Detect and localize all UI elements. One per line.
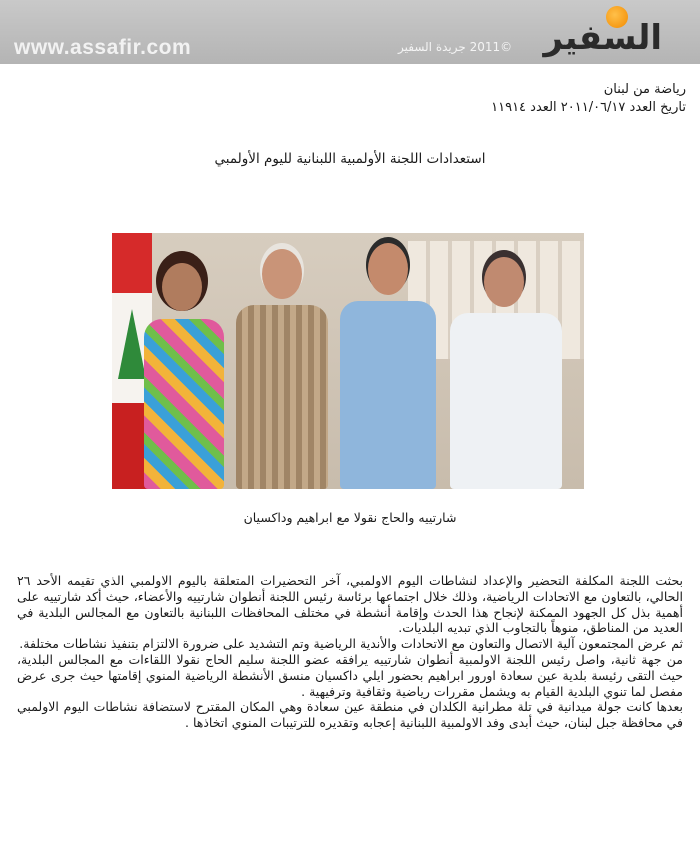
section-label: رياضة من لبنان bbox=[603, 82, 686, 97]
article-body bbox=[17, 573, 683, 731]
article-paragraph: من جهة ثانية، واصل رئيس اللجنة الاولمبية أنطوان شارتييه يرافقه عضو اللجنة سليم الحاج نقولا اللقاءات مع المجالس البلدية، حيث التقى رئيسة بلدية عين سعادة اورور ابراهيم بحضور ايلي داكسيان منسق الأنشطة الرياضية المنوي إقامتها حيث جرى عرض مفصل لما تنوي البلدية القيام به ويشمل مقررات رياضية وثقافية وترفيهية . bbox=[17, 651, 683, 699]
copyright-notice: ©2011 جريدة السفير bbox=[398, 40, 513, 54]
person-white-shirt bbox=[446, 257, 566, 489]
person-striped-shirt bbox=[232, 249, 332, 489]
newspaper-logo: السفير bbox=[543, 18, 662, 58]
article-photo bbox=[112, 233, 584, 489]
newspaper-banner bbox=[0, 0, 700, 64]
article-paragraph: بعدها كانت جولة ميدانية في تلة مطرانية الكلدان في منطقة عين سعادة وهي المكان المقترح لاستضافة نشاطات اليوم الاولمبي في محافظة جبل لبنان، حيث أبدى وفد الاولمبية اللبنانية إعجابه وتقديره للترتيبات المنوي اتخاذها . bbox=[17, 699, 683, 731]
person-blue-shirt bbox=[338, 243, 438, 489]
article-paragraph: بحثت اللجنة المكلفة التحضير والإعداد لنشاطات اليوم الاولمبي، آخر التحضيرات المتعلقة باليوم الاولمبي الذي تقيمه الأحد ٢٦ الحالي، بالتعاون مع الاتحادات الرياضية، وذلك خلال اجتماعها برئاسة رئيس اللجنة أنطوان شارتييه والأعضاء، حيث أكد شارتييه على أهمية بذل كل الجهود الممكنة لإنجاح هذا الحدث وإقامة أنشطة في مختلف المحافظات اللبنانية بالتعاون مع المجالس البلدية في العديد من المناطق، منوهاً بالتجاوب الذي تبديه البلديات. bbox=[17, 573, 683, 636]
article-headline: استعدادات اللجنة الأولمبية اللبنانية لليوم الأولمبي bbox=[214, 151, 486, 167]
site-url[interactable]: www.assafir.com bbox=[14, 36, 192, 59]
issue-date-line: تاريخ العدد ٢٠١١/٠٦/١٧ العدد ١١٩١٤ bbox=[491, 100, 686, 115]
article-paragraph: ثم عرض المجتمعون آلية الاتصال والتعاون مع الاتحادات والأندية الرياضية وتم التشديد على ضرورة الالتزام بتنفيذ نشاطات مختلفة. bbox=[19, 636, 683, 652]
photo-caption: شارتييه والحاج نقولا مع ابراهيم وداكسيان bbox=[243, 510, 457, 525]
person-woman-floral-dress bbox=[144, 257, 224, 489]
